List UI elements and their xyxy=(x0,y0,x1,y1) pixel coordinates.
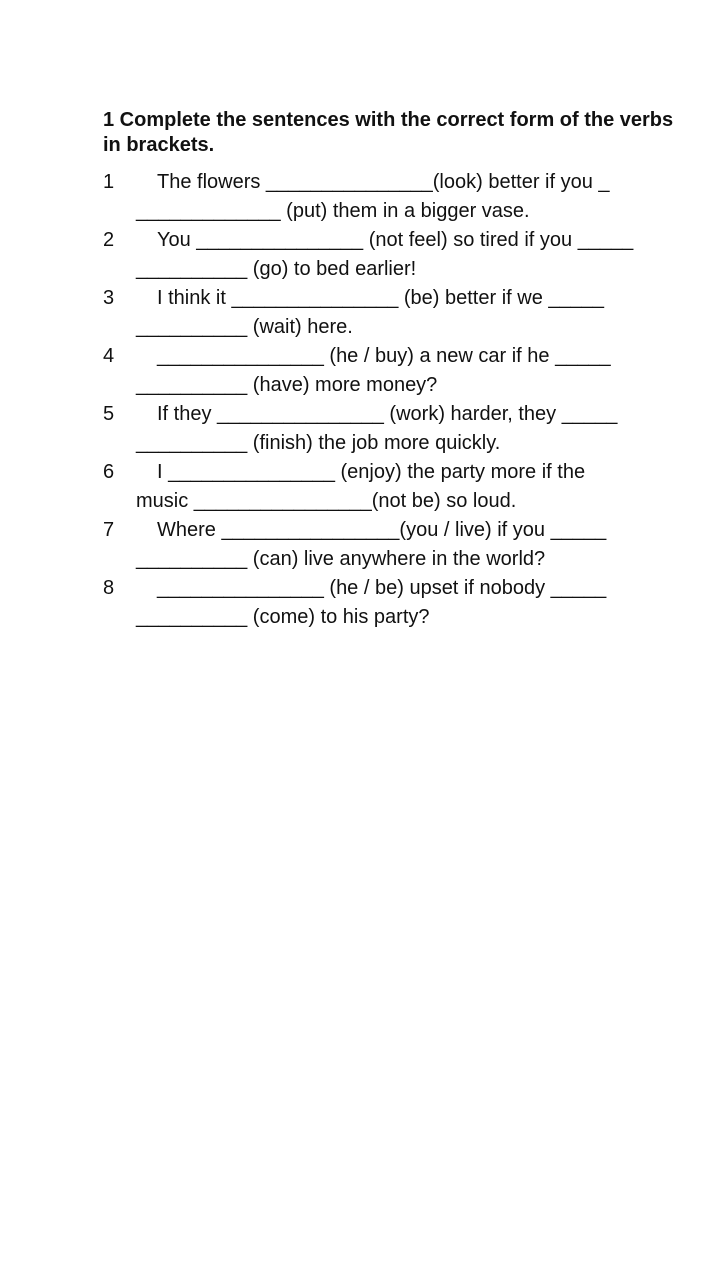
item-number: 8 xyxy=(103,577,115,599)
item-text-line-2: __________ (have) more money? xyxy=(136,374,438,396)
item-text-line-1: _______________ (he / buy) a new car if he _____ xyxy=(157,345,611,367)
exercise-item-8 xyxy=(103,574,703,632)
item-number: 5 xyxy=(103,403,115,425)
item-number: 2 xyxy=(103,229,115,251)
item-text-line-2: __________ (come) to his party? xyxy=(136,606,430,628)
item-text-line-2: _____________ (put) them in a bigger vase. xyxy=(136,200,530,222)
item-number: 7 xyxy=(103,519,115,541)
item-text-line-2: __________ (finish) the job more quickly. xyxy=(136,432,501,454)
item-number: 6 xyxy=(103,461,115,483)
item-text-line-1: I _______________ (enjoy) the party more if the xyxy=(157,461,586,483)
item-text-line-2: music ________________(not be) so loud. xyxy=(136,490,517,512)
exercise-item-7 xyxy=(103,516,703,574)
item-text-line-1: _______________ (he / be) upset if nobody _____ xyxy=(157,577,607,599)
exercise-item-3 xyxy=(103,284,703,342)
item-text-line-1: You _______________ (not feel) so tired if you _____ xyxy=(157,229,634,251)
item-text-line-1: The flowers _______________(look) better if you _ xyxy=(157,171,610,193)
item-number: 3 xyxy=(103,287,115,309)
item-number: 4 xyxy=(103,345,115,367)
exercise-list xyxy=(103,168,703,632)
exercise-item-2 xyxy=(103,226,703,284)
item-text-line-1: Where ________________(you / live) if you _____ xyxy=(157,519,607,541)
item-text-line-1: I think it _______________ (be) better if we _____ xyxy=(157,287,604,309)
exercise-item-4 xyxy=(103,342,703,400)
item-text-line-2: __________ (wait) here. xyxy=(136,316,353,338)
item-text-line-1: If they _______________ (work) harder, they _____ xyxy=(157,403,618,425)
item-text-line-2: __________ (go) to bed earlier! xyxy=(136,258,417,280)
exercise-instruction: 1 Complete the sentences with the correct form of the verbs in brackets. xyxy=(103,109,674,156)
exercise-item-5 xyxy=(103,400,703,458)
exercise-item-1 xyxy=(103,168,703,226)
exercise-item-6 xyxy=(103,458,703,516)
item-number: 1 xyxy=(103,171,115,193)
item-text-line-2: __________ (can) live anywhere in the world? xyxy=(136,548,546,570)
